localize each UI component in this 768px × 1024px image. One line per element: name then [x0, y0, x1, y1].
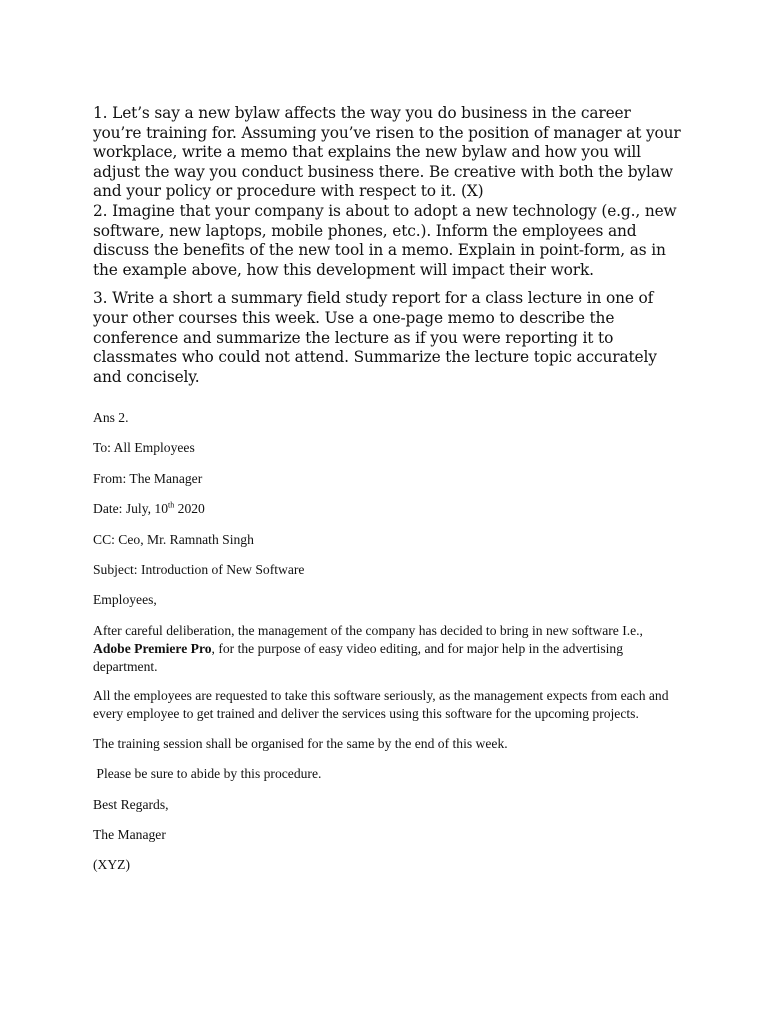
memo-paragraph-2: All the employees are requested to take this software seriously, as the management expects from each and every employee to get trained and deliver the services using this software for the upcoming projects.	[93, 687, 669, 721]
memo-salutation: Employees,	[93, 592, 157, 608]
memo-date-superscript: th	[168, 500, 175, 510]
memo-to: To: All Employees	[93, 440, 195, 456]
software-name: Adobe Premiere Pro	[93, 640, 212, 656]
memo-paragraph-1-start: After careful deliberation, the management of the company has decided to bring in new software I.e.,	[93, 622, 643, 638]
question-3: 3. Write a short a summary field study report for a class lecture in one of your other courses this week. Use a one-page memo to describe the conference and summarize the lecture as if you were reporting it to classmates who could not attend. Summarize the lecture topic accurately and concisely.	[93, 289, 657, 386]
memo-subject: Subject: Introduction of New Software	[93, 561, 305, 577]
memo-cc: CC: Ceo, Mr. Ramnath Singh	[93, 531, 254, 547]
memo-date-prefix: Date: July, 10	[93, 501, 169, 517]
memo-from: From: The Manager	[93, 470, 203, 486]
memo-signature: The Manager	[93, 826, 166, 842]
memo-initials: (XYZ)	[93, 857, 130, 873]
memo-answer	[93, 409, 683, 887]
memo-closing: Best Regards,	[93, 796, 169, 812]
memo-paragraph-3: The training session shall be organised for the same by the end of this week.	[93, 735, 508, 751]
question-2: 2. Imagine that your company is about to adopt a new technology (e.g., new software, new laptops, mobile phones, etc.). Inform the employees and discuss the benefits of the new tool in a memo. Explain in point-form, as in the example above, how this development will impact their work.	[93, 201, 677, 279]
memo-paragraph-1	[93, 622, 683, 676]
memo-paragraph-1-end: , for the purpose of easy video editing, and for major help in the advertising department.	[93, 640, 624, 674]
memo-date-suffix: 2020	[174, 501, 205, 517]
question-1: 1. Let’s say a new bylaw affects the way you do business in the career you’re training for. Assuming you’ve risen to the position of manager at your workplace, write a memo that explains the new bylaw and how you will adjust the way you conduct business there. Be creative with both the bylaw and your policy or procedure with respect to it. (X)	[93, 104, 681, 201]
memo-date	[93, 500, 683, 530]
assignment-questions	[93, 104, 683, 387]
memo-paragraph-4: Please be sure to abide by this procedure.	[93, 766, 322, 782]
answer-label: Ans 2.	[93, 410, 129, 425]
